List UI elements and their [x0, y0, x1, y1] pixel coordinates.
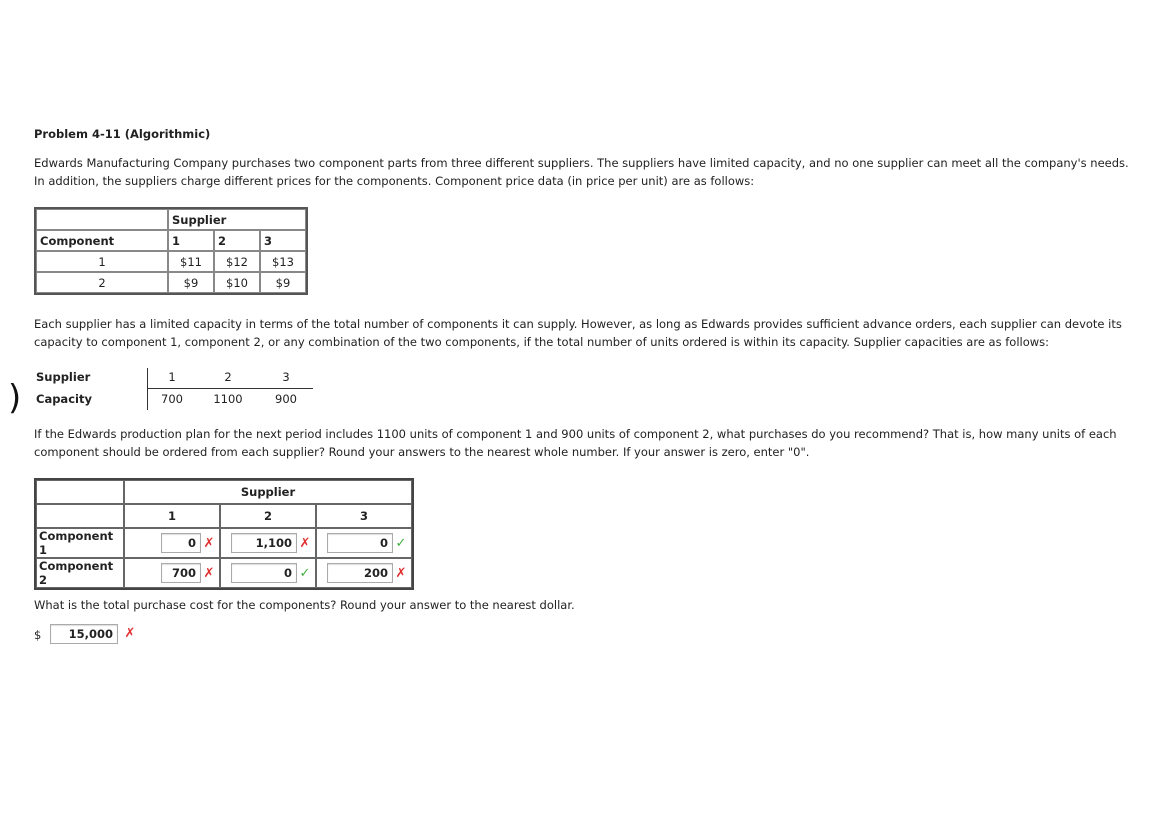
answer-input-c2-s3[interactable]: 200 [327, 563, 393, 583]
answer-supplier-1: 1 [124, 504, 220, 528]
answer-input-c1-s3[interactable]: 0 [327, 533, 393, 553]
capacity-supplier-2: 2 [224, 370, 232, 384]
correct-icon: ✓ [395, 535, 407, 551]
capacity-value-2: 1100 [213, 392, 243, 406]
answer-cell-c2-s2 [220, 558, 316, 588]
price-supplier-1: 1 [168, 230, 214, 251]
answer-cell-c2-s3 [316, 558, 412, 588]
price-row-2-component: 2 [36, 272, 168, 293]
intro-paragraph: Edwards Manufacturing Company purchases two component parts from three different suppliers. The suppliers have limited capacity, and no one supplier can meet all the company's needs. In addition, the suppliers charge different prices for the components. Component price data (in price per unit) are as follows: [34, 156, 1129, 188]
incorrect-icon: ✗ [203, 535, 215, 551]
price-row-1-supplier-1: $11 [168, 251, 214, 272]
price-supplier-3: 3 [260, 230, 306, 251]
answer-cell-c1-s3 [316, 528, 412, 558]
collapse-bracket-icon: ) [8, 378, 22, 418]
price-row-2-supplier-3: $9 [260, 272, 306, 293]
incorrect-icon: ✗ [395, 565, 407, 581]
capacity-supplier-1: 1 [168, 370, 176, 384]
capacity-supplier-3: 3 [282, 370, 290, 384]
answer-subheader-corner [36, 504, 124, 528]
price-row-2-supplier-1: $9 [168, 272, 214, 293]
incorrect-icon: ✗ [203, 565, 215, 581]
answer-input-c1-s2[interactable]: 1,100 [231, 533, 297, 553]
capacity-supplier-label: Supplier [36, 370, 91, 384]
answer-input-c2-s2[interactable]: 0 [231, 563, 297, 583]
total-answer-row [34, 624, 154, 646]
price-table-corner [36, 209, 168, 230]
price-supplier-2: 2 [214, 230, 260, 251]
answer-cell-c1-s1 [124, 528, 220, 558]
capacity-divider-horizontal [147, 388, 313, 389]
answer-row-2-label: Component 2 [36, 558, 124, 588]
price-row-1-supplier-2: $12 [214, 251, 260, 272]
answer-cell-c2-s1 [124, 558, 220, 588]
price-component-header: Component [36, 230, 168, 251]
capacity-table [34, 368, 334, 412]
answer-table [34, 478, 414, 590]
price-supplier-header: Supplier [168, 209, 306, 230]
capacity-paragraph: Each supplier has a limited capacity in terms of the total number of components it can supply. However, as long as Edwards provides sufficient advance orders, each supplier can devote its capacity to component 1, component 2, or any combination of the two components, if the total number of units ordered is within its capacity. Supplier capacities are as follows: [34, 317, 1122, 349]
answer-cell-c1-s2 [220, 528, 316, 558]
total-cost-input[interactable]: 15,000 [50, 624, 118, 644]
answer-supplier-header: Supplier [124, 480, 412, 504]
currency-symbol: $ [34, 628, 42, 642]
price-row-1-supplier-3: $13 [260, 251, 306, 272]
answer-input-c2-s1[interactable]: 700 [161, 563, 201, 583]
answer-row-1-label: Component 1 [36, 528, 124, 558]
answer-supplier-2: 2 [220, 504, 316, 528]
correct-icon: ✓ [299, 565, 311, 581]
answer-supplier-3: 3 [316, 504, 412, 528]
incorrect-icon: ✗ [299, 535, 311, 551]
price-table [34, 207, 308, 295]
price-row-2-supplier-2: $10 [214, 272, 260, 293]
answer-input-c1-s1[interactable]: 0 [161, 533, 201, 553]
capacity-value-3: 900 [275, 392, 297, 406]
question-paragraph: If the Edwards production plan for the next period includes 1100 units of component 1 and 900 units of component 2, what purchases do you recommend? That is, how many units of each component should be ordered from each supplier? Round your answers to the nearest whole number. If your answer is zero, enter "0". [34, 427, 1117, 459]
total-question: What is the total purchase cost for the components? Round your answer to the nearest dollar. [34, 598, 575, 612]
price-row-1-component: 1 [36, 251, 168, 272]
capacity-capacity-label: Capacity [36, 392, 92, 406]
incorrect-icon: ✗ [124, 626, 136, 641]
problem-title: Problem 4-11 (Algorithmic) [34, 127, 211, 141]
capacity-value-1: 700 [161, 392, 183, 406]
answer-table-corner [36, 480, 124, 504]
